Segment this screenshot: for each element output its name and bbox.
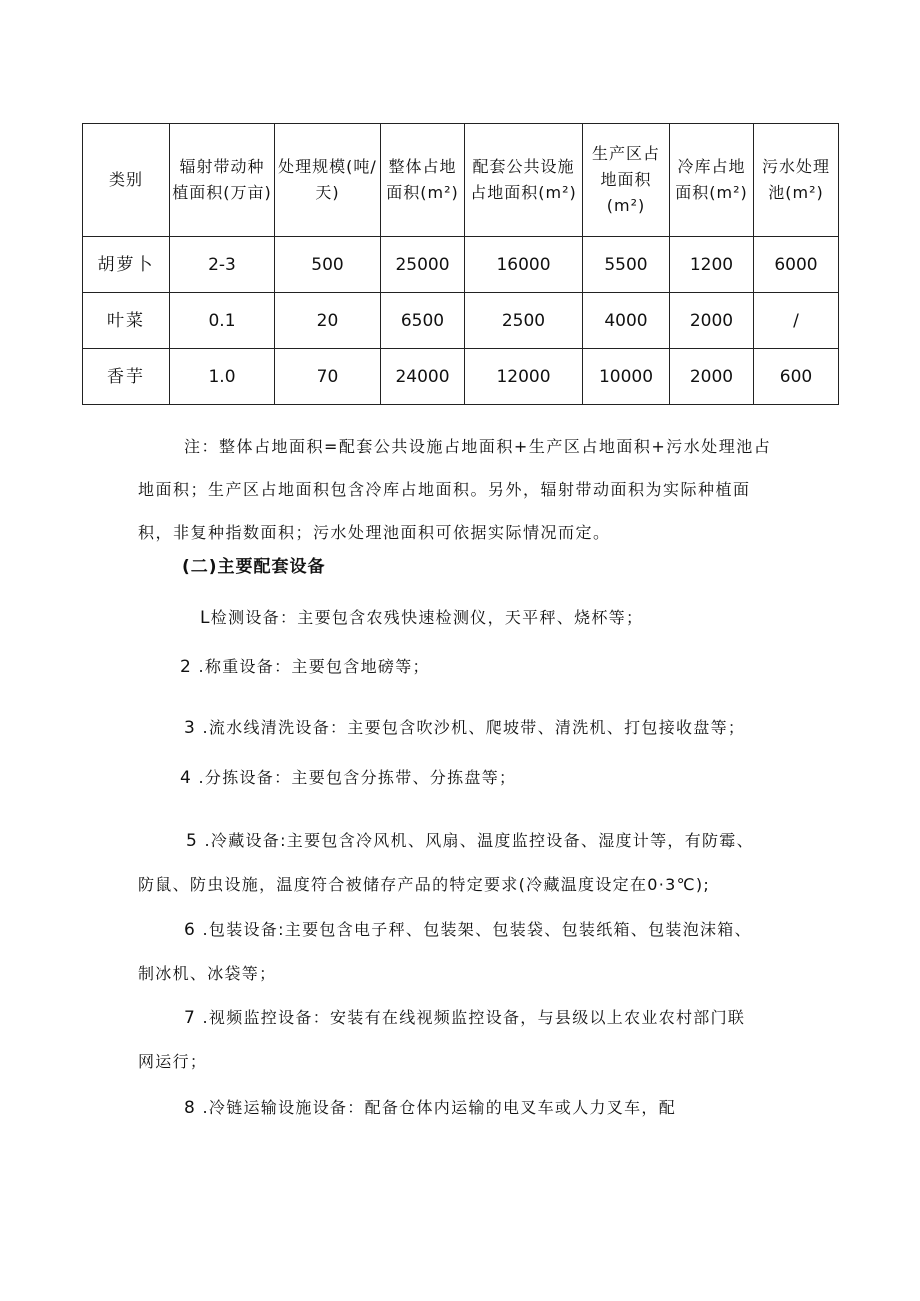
table-row bbox=[83, 237, 839, 293]
item-text: .冷藏设备:主要包含冷风机、风扇、温度监控设备、湿度计等，有防霉、 bbox=[204, 831, 754, 850]
header-total-area: 整体占地面积(m²) bbox=[381, 124, 465, 237]
table-cell-category: 叶菜 bbox=[83, 293, 170, 349]
item-text-continued: 制冰机、冰袋等； bbox=[138, 964, 277, 983]
item-number: 6 bbox=[184, 920, 197, 940]
table-cell-category: 香芋 bbox=[83, 349, 170, 405]
item-text: .包装设备:主要包含电子秤、包装架、包装袋、包装纸箱、包装泡沫箱、 bbox=[202, 920, 752, 939]
table-cell: 600 bbox=[754, 349, 839, 405]
table-cell: 1200 bbox=[670, 237, 754, 293]
list-item-4 bbox=[138, 756, 850, 800]
item-text: .称重设备：主要包含地磅等； bbox=[198, 657, 430, 676]
item-text: .流水线清洗设备：主要包含吹沙机、爬坡带、清洗机、打包接收盘等； bbox=[202, 718, 746, 737]
table-cell: 16000 bbox=[465, 237, 583, 293]
header-planting-area: 辐射带动种植面积(万亩) bbox=[170, 124, 275, 237]
item-text: 检测设备：主要包含农残快速检测仪，天平秤、烧杯等； bbox=[210, 608, 644, 627]
list-item-7 bbox=[138, 996, 850, 1083]
note-line-3: 积，非复种指数面积；污水处理池面积可依据实际情况而定。 bbox=[138, 523, 611, 542]
item-number: L bbox=[200, 608, 211, 628]
header-cold-storage-area: 冷库占地面积(m²) bbox=[670, 124, 754, 237]
header-category: 类别 bbox=[83, 124, 170, 237]
header-production-area: 生产区占地面积(m²) bbox=[583, 124, 670, 237]
note-line-2: 地面积；生产区占地面积包含冷库占地面积。另外，辐射带动面积为实际种植面 bbox=[138, 480, 751, 499]
note-line-1: 注：整体占地面积=配套公共设施占地面积+生产区占地面积+污水处理池占 bbox=[184, 437, 772, 456]
table-row bbox=[83, 293, 839, 349]
table-cell: 0.1 bbox=[170, 293, 275, 349]
table-cell: 10000 bbox=[583, 349, 670, 405]
table-cell: 2000 bbox=[670, 349, 754, 405]
table-cell: 500 bbox=[275, 237, 381, 293]
table-cell: 12000 bbox=[465, 349, 583, 405]
table-cell: 24000 bbox=[381, 349, 465, 405]
item-number: 2 bbox=[180, 657, 193, 677]
table-cell: 25000 bbox=[381, 237, 465, 293]
item-number: 3 bbox=[184, 718, 197, 738]
header-capacity: 处理规模(吨/天) bbox=[275, 124, 381, 237]
list-item-8 bbox=[138, 1086, 850, 1130]
item-text: .分拣设备：主要包含分拣带、分拣盘等； bbox=[198, 768, 517, 787]
list-item-1 bbox=[138, 596, 850, 640]
section-heading: (二)主要配套设备 bbox=[182, 557, 326, 577]
header-sewage-pool-area: 污水处理池(m²) bbox=[754, 124, 839, 237]
list-item-2 bbox=[138, 645, 850, 689]
item-number: 5 bbox=[186, 831, 199, 851]
facility-spec-table bbox=[82, 123, 839, 405]
item-text: .冷链运输设施设备：配备仓体内运输的电叉车或人力叉车，配 bbox=[202, 1098, 677, 1117]
item-text-continued: 防鼠、防虫设施，温度符合被储存产品的特定要求(冷藏温度设定在0·3℃); bbox=[138, 875, 711, 894]
item-number: 8 bbox=[184, 1098, 197, 1118]
table-header-row bbox=[83, 124, 839, 237]
table-cell: / bbox=[754, 293, 839, 349]
table-cell: 20 bbox=[275, 293, 381, 349]
item-text: .视频监控设备：安装有在线视频监控设备，与县级以上农业农村部门联 bbox=[202, 1008, 746, 1027]
list-item-5 bbox=[138, 819, 850, 906]
table-note bbox=[138, 425, 850, 554]
table-cell: 1.0 bbox=[170, 349, 275, 405]
list-item-3 bbox=[138, 706, 850, 750]
item-number: 7 bbox=[184, 1008, 197, 1028]
list-item-6 bbox=[138, 908, 850, 995]
table-cell: 6500 bbox=[381, 293, 465, 349]
table-cell: 4000 bbox=[583, 293, 670, 349]
item-number: 4 bbox=[180, 768, 193, 788]
table-row bbox=[83, 349, 839, 405]
table-cell: 6000 bbox=[754, 237, 839, 293]
header-public-facility-area: 配套公共设施占地面积(m²) bbox=[465, 124, 583, 237]
table-cell: 2-3 bbox=[170, 237, 275, 293]
table-cell: 5500 bbox=[583, 237, 670, 293]
table-cell: 70 bbox=[275, 349, 381, 405]
table-cell: 2000 bbox=[670, 293, 754, 349]
table-cell: 2500 bbox=[465, 293, 583, 349]
table-cell-category: 胡萝卜 bbox=[83, 237, 170, 293]
item-text-continued: 网运行； bbox=[138, 1052, 208, 1071]
